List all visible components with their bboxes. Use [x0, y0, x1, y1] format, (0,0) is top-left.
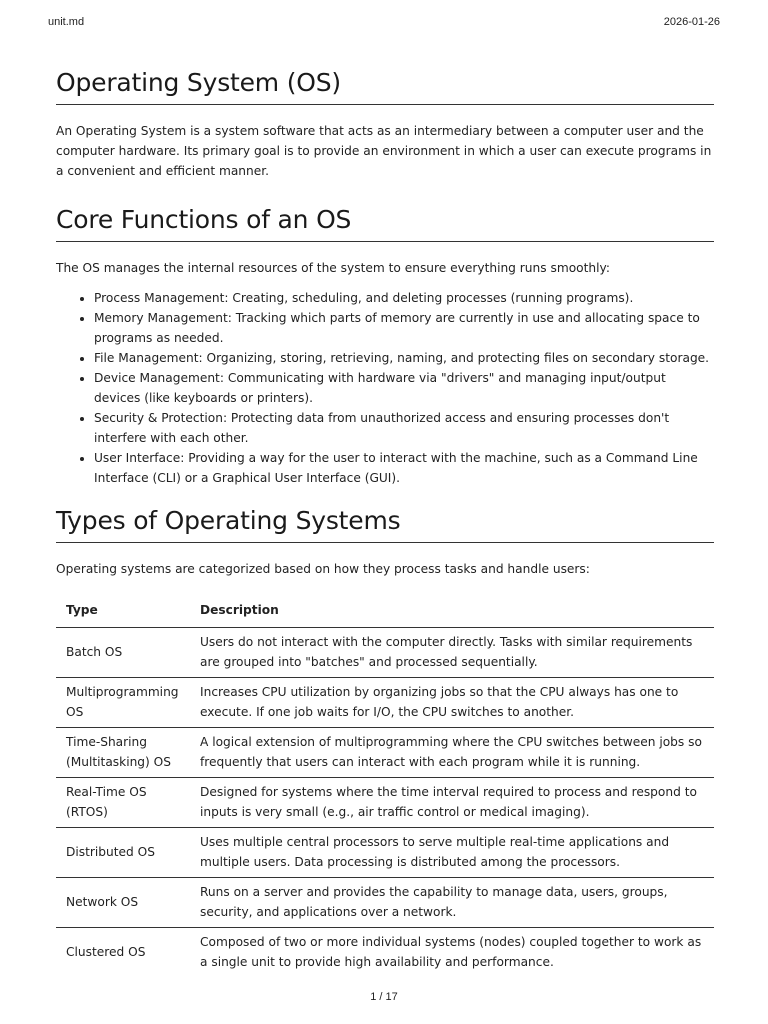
list-item: • Security & Protection: Protecting data from unauthorized access and ensuring processes don't interfere with each other. [94, 408, 714, 448]
description-cell: Runs on a server and provides the capability to manage data, users, groups, security, and applications over a network. [190, 878, 714, 928]
column-header-description: Description [190, 595, 714, 628]
core-functions-list [56, 288, 714, 488]
description-cell: Composed of two or more individual systems (nodes) coupled together to work as a single unit to provide high availability and performance. [200, 935, 702, 969]
column-header-type: Type [56, 595, 190, 628]
type-cell: Distributed OS [56, 828, 190, 878]
table-row [56, 728, 714, 778]
list-item: • Device Management: Communicating with hardware via "drivers" and managing input/output devices (like keyboards or printers). [94, 368, 714, 408]
heading-types-of-os: Types of Operating Systems [56, 504, 714, 543]
type-cell: Multiprogramming OS [56, 678, 190, 728]
table-header-row [56, 595, 714, 628]
description-cell: Users do not interact with the computer directly. Tasks with similar requirements are grouped into "batches" and processed sequentially. [190, 628, 714, 678]
type-cell: Batch OS [56, 628, 190, 678]
table-row [56, 628, 714, 678]
table-row [56, 878, 714, 928]
description-cell: Increases CPU utilization by organizing jobs so that the CPU always has one to execute. If one job waits for I/O, the CPU switches to another. [190, 678, 714, 728]
page-number: 1 / 17 [370, 991, 398, 1003]
description-cell: Uses multiple central processors to serve multiple real-time applications and multiple users. Data processing is distributed among the processors. [190, 828, 714, 878]
heading-operating-system: Operating System (OS) [56, 66, 714, 105]
type-cell: Real-Time OS (RTOS) [56, 778, 190, 828]
type-cell: Clustered OS [66, 945, 146, 959]
description-cell: Designed for systems where the time interval required to process and respond to inputs is very small (e.g., air traffic control or medical imaging). [190, 778, 714, 828]
table-row [56, 678, 714, 728]
heading-core-functions: Core Functions of an OS [56, 203, 714, 242]
table-row [56, 828, 714, 878]
header-filename: unit.md [48, 16, 85, 28]
header-date: 2026-01-26 [663, 16, 720, 28]
list-item: • File Management: Organizing, storing, retrieving, naming, and protecting files on secondary storage. [94, 348, 714, 368]
table-row [56, 778, 714, 828]
list-item: • Memory Management: Tracking which parts of memory are currently in use and allocating space to programs as needed. [94, 308, 714, 348]
core-functions-intro: The OS manages the internal resources of the system to ensure everything runs smoothly: [56, 261, 610, 275]
types-intro: Operating systems are categorized based on how they process tasks and handle users: [56, 562, 590, 576]
list-item: • User Interface: Providing a way for the user to interact with the machine, such as a Command Line Interface (CLI) or a Graphical User Interface (GUI). [94, 448, 714, 488]
os-definition-paragraph: An Operating System is a system software that acts as an intermediary between a computer user and the computer hardware. Its primary goal is to provide an environment in which a user can execute programs in a convenient and efficient manner. [56, 124, 712, 178]
type-cell: Time-Sharing (Multitasking) OS [56, 728, 190, 778]
type-cell: Network OS [56, 878, 190, 928]
table-row [56, 928, 714, 978]
list-item: • Process Management: Creating, scheduling, and deleting processes (running programs). [94, 288, 714, 308]
description-cell: A logical extension of multiprogramming where the CPU switches between jobs so frequently that users can interact with each program while it is running. [190, 728, 714, 778]
os-types-table [56, 595, 714, 977]
print-header [48, 16, 720, 28]
document-content [56, 66, 714, 977]
